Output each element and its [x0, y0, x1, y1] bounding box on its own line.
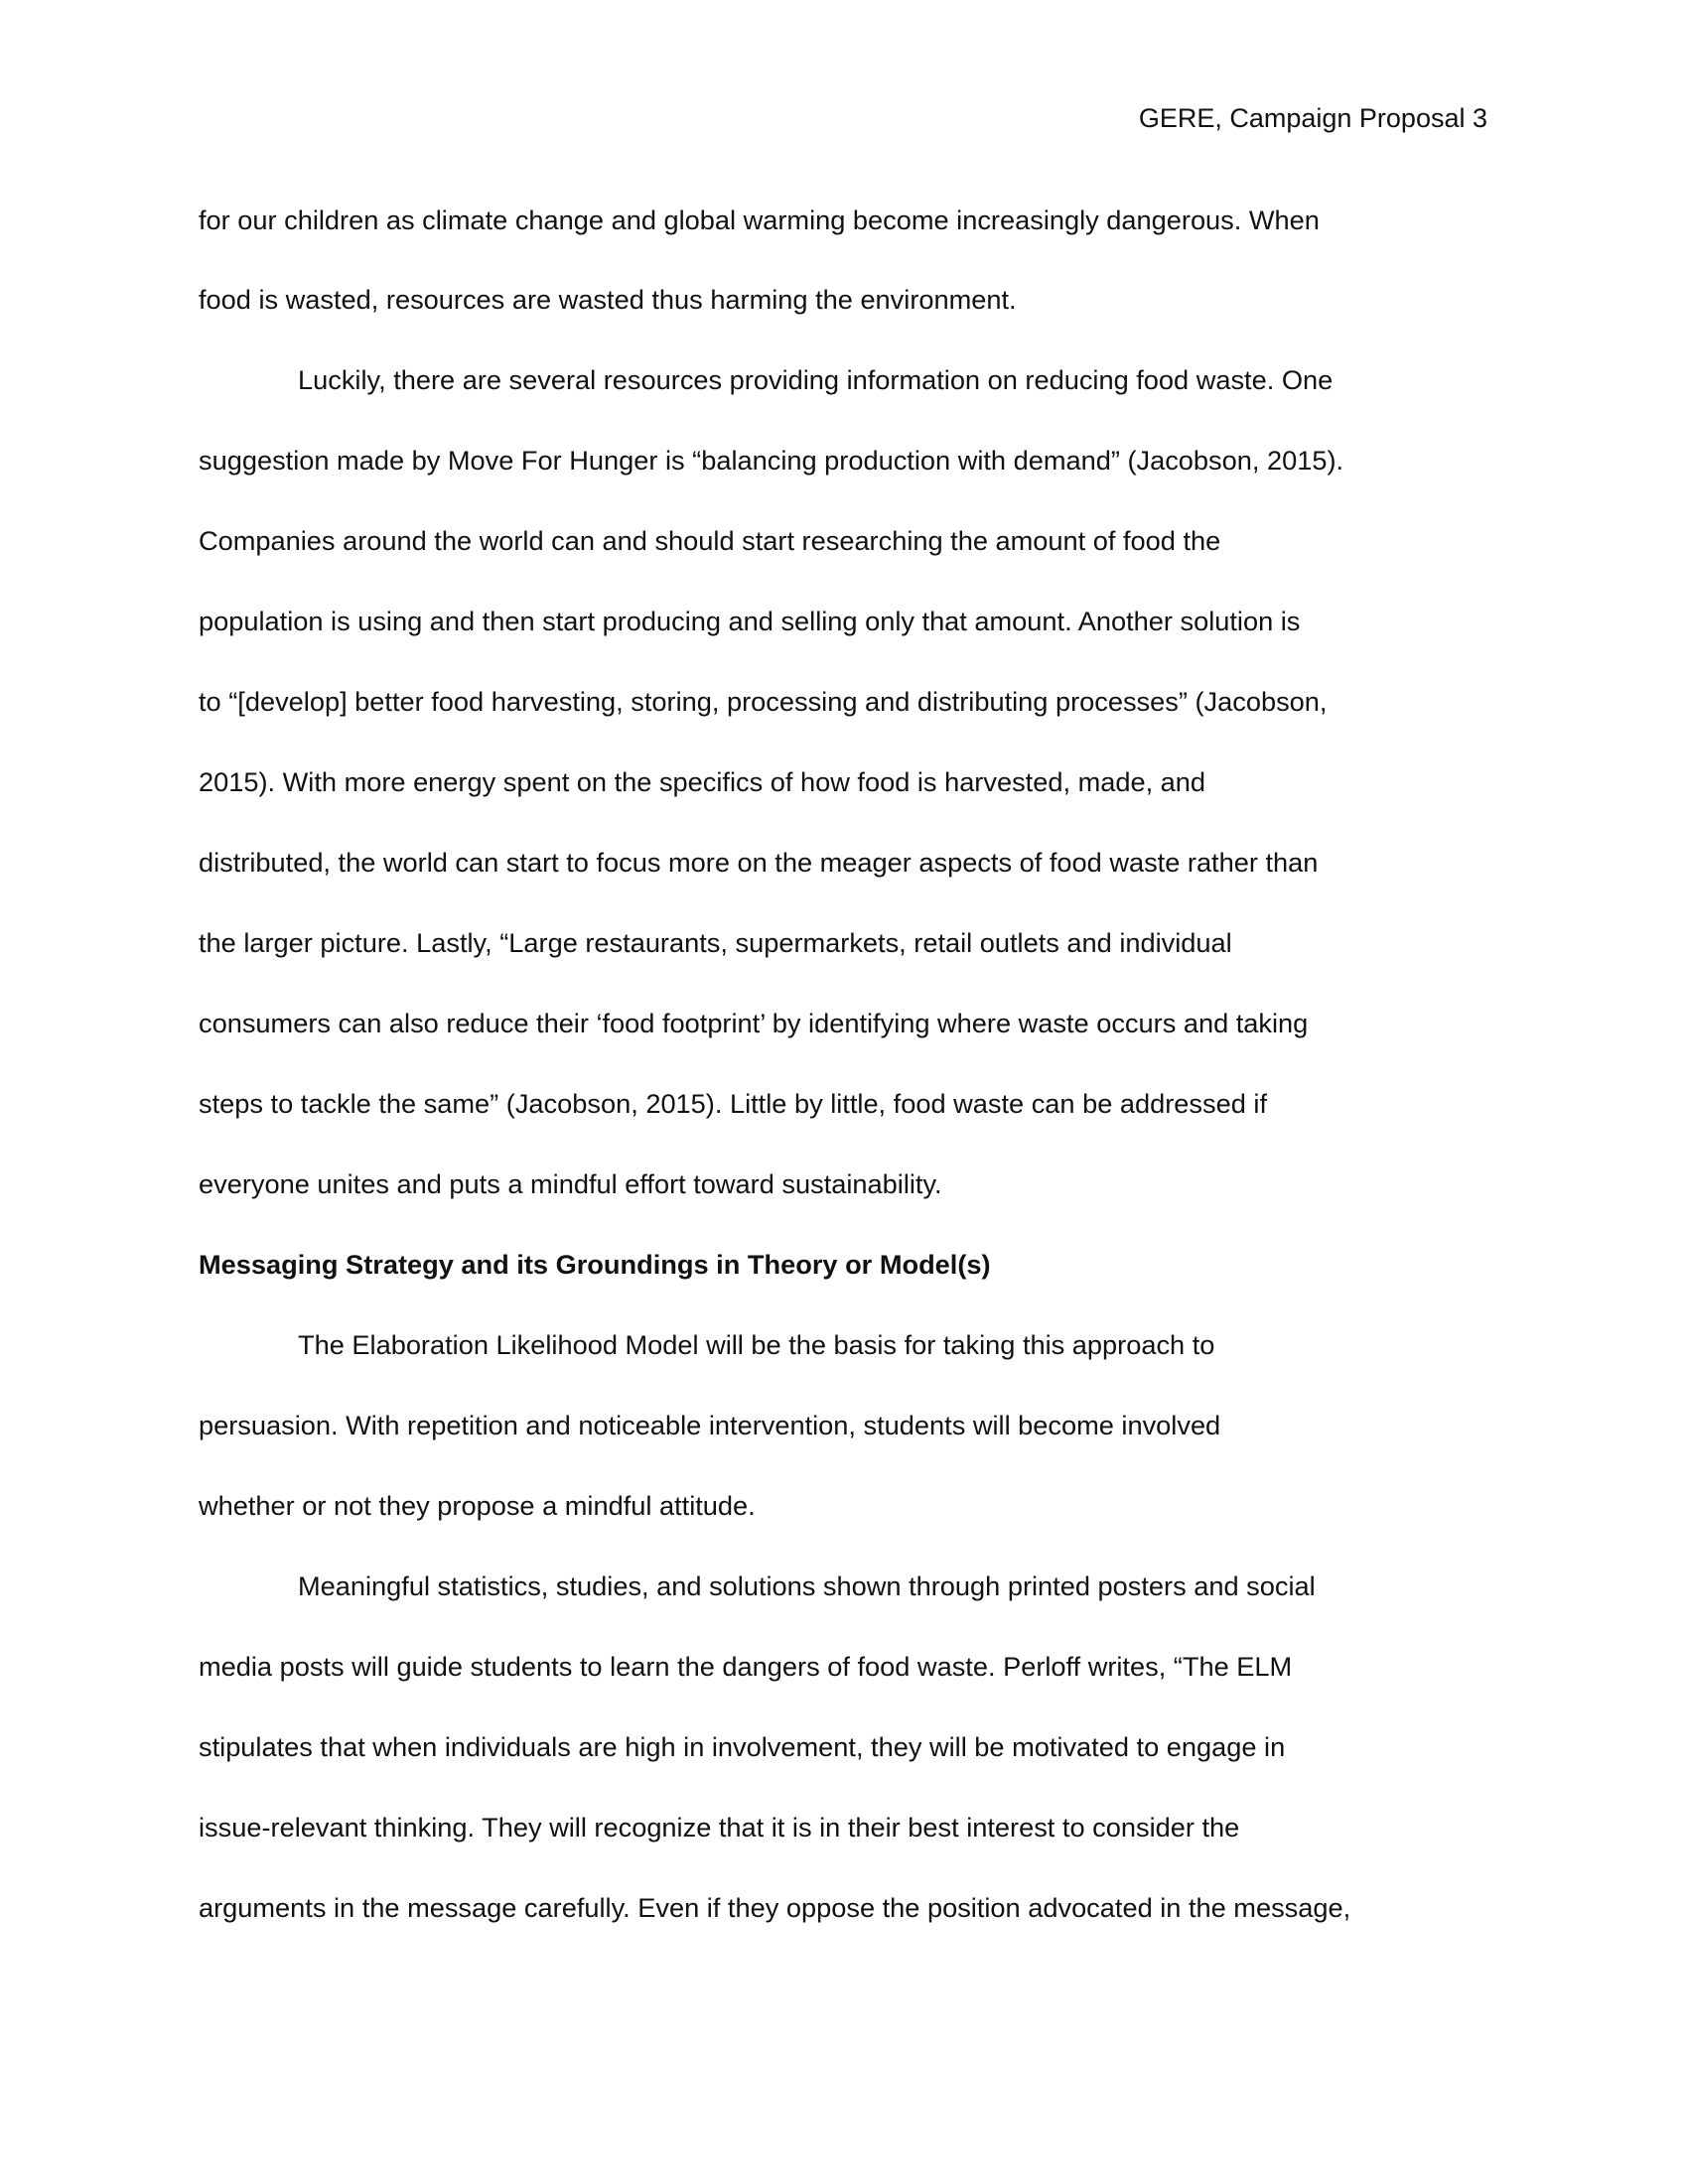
text-line: whether or not they propose a mindful attitude.	[199, 1490, 756, 1521]
text-line: population is using and then start producing and selling only that amount. Another solution is	[199, 606, 1301, 636]
text-line: to “[develop] better food harvesting, storing, processing and distributing processes” (Jacobson,	[199, 686, 1328, 717]
text-line: stipulates that when individuals are high in involvement, they will be motivated to engage in	[199, 1731, 1286, 1762]
text-line: food is wasted, resources are wasted thus harming the environment.	[199, 284, 1017, 315]
text-line: issue-relevant thinking. They will recognize that it is in their best interest to consider the	[199, 1812, 1240, 1843]
text-line: distributed, the world can start to focus more on the meager aspects of food waste rather than	[199, 847, 1319, 878]
text-line: consumers can also reduce their ‘food footprint’ by identifying where waste occurs and taking	[199, 1008, 1309, 1038]
text-line: steps to tackle the same” (Jacobson, 2015). Little by little, food waste can be addressed if	[199, 1088, 1268, 1119]
text-line: arguments in the message carefully. Even if they oppose the position advocated in the message,	[199, 1892, 1351, 1923]
text-line: suggestion made by Move For Hunger is “balancing production with demand” (Jacobson, 2015).	[199, 445, 1344, 476]
text-line: media posts will guide students to learn the dangers of food waste. Perloff writes, “The ELM	[199, 1651, 1293, 1682]
paragraph-first-line: Meaningful statistics, studies, and solutions shown through printed posters and social	[298, 1570, 1316, 1601]
text-line: for our children as climate change and global warming become increasingly dangerous. When	[199, 205, 1320, 235]
text-line: everyone unites and puts a mindful effort toward sustainability.	[199, 1168, 942, 1199]
running-head: GERE, Campaign Proposal 3	[1138, 103, 1487, 133]
paragraph-first-line: The Elaboration Likelihood Model will be the basis for taking this approach to	[298, 1329, 1215, 1360]
section-heading: Messaging Strategy and its Groundings in Theory or Model(s)	[199, 1249, 991, 1280]
text-line: the larger picture. Lastly, “Large restaurants, supermarkets, retail outlets and individual	[199, 927, 1232, 958]
paragraph-first-line: Luckily, there are several resources providing information on reducing food waste. One	[298, 364, 1334, 395]
text-line: persuasion. With repetition and noticeable intervention, students will become involved	[199, 1410, 1221, 1440]
text-line: Companies around the world can and should start researching the amount of food the	[199, 525, 1221, 556]
text-line: 2015). With more energy spent on the specifics of how food is harvested, made, and	[199, 766, 1206, 797]
